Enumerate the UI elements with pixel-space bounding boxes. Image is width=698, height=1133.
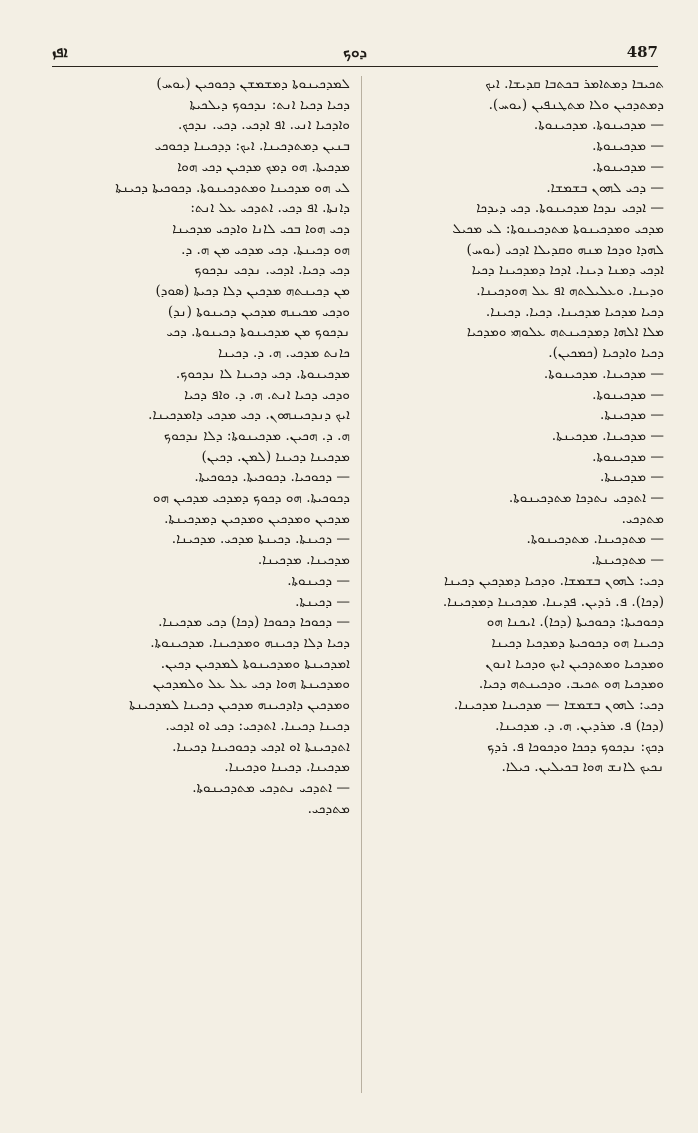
- text-line: ܕܟܘܟܝܬܐ: ܕܟܘܟܝܬܐ (ܕܟܐ). ܐܝܟܢܐ ܗܘ: [486, 614, 664, 631]
- text-line: ܕܟܘܟܝܬܐ. ܗܘ ܕܟܘܟ ܕܡܕܟܝ ܡܕܟܝܢ ܗܘ: [152, 490, 350, 507]
- text-line: ܠܡܕܟܝܢܘܬܐ ܕܡܫܡܫܢ ܕܟܘܟܝܢ (ܝܘܚ): [156, 76, 350, 92]
- text-line: — ܡܕܟܝܢܘܬܐ.: [592, 158, 664, 175]
- text-line: ܡܕܟܝܢܘܬܐ. ܕܟܝ ܕܟܝܢܐ ܠܐ ܢܕܟܘܟ.: [175, 365, 350, 382]
- text-line: (ܕܟܐ) ܦ. ܡܪܕܝܢ. ܗ. ܕ. ܡܕܟܝܢܐ.: [495, 717, 664, 734]
- text-line: ܐܕܟܝ ܕܡܢܐ ܕܝܢܐ. ܐܕܟܐ ܕܡܕܟܝܢܐ ܕܟܝܐ: [471, 262, 664, 279]
- text-line: (ܕܟܐ). ܦ. ܪܕܝܢ. ܦܕܝܢܐ. ܡܕܟܝܢܐ ܕܡܕܟܝܢܐ.: [442, 593, 664, 610]
- text-line: — ܕܟܝ ܠܗܘܢ ܒܫܡܫܐ.: [546, 179, 664, 196]
- text-line: ܘܡܕܟܝܢ ܕܐܕܟܝܢܗ ܡܕܟܝܢ ܕܟܝܢܐ ܠܡܕܟܝܢܬܐ: [129, 697, 350, 714]
- text-line: — ܡܬܕܟܝܢܬܐ.: [591, 552, 664, 569]
- running-head: ܕܘܟ: [343, 43, 367, 61]
- text-line: ܡܕܟܝܢ ܘܡܕܟܝܢ ܘܡܕܟܝܢ ܕܡܕܟܝܢܬܐ.: [164, 510, 350, 527]
- text-line: ܡܕܟܝܢܐ. ܕܟܝܢܐ ܘܕܟܝܢܐ.: [224, 759, 350, 776]
- text-line: ܠܝ ܗܘ ܡܕܟܝܢܐ ܘܡܬܕܟܝܢܘܬܐ. ܕܟܘܟܝܬܐ ܕܟܝܢܬܐ: [115, 179, 350, 196]
- text-line: — ܕܟܝܢܘܬܐ.: [287, 572, 350, 589]
- text-line: ܗ. ܕ. ܗܟܝܢ. ܡܕܟܝܢܘܬܐ: ܕܠܐ ܢܕܟܘܟ: [163, 427, 350, 444]
- text-line: — ܡܕܟܝܢܬܐ.: [600, 407, 664, 424]
- text-line: ܡܠܐ ܐܠܗܐ ܕܡܕܟܝܢܬܗ ܥܠܘܗܝ ܘܡܕܟܝܐ: [466, 324, 664, 341]
- text-line: ܕܟܝܐ ܘܐܕܟܝܐ (ܟܡܟܝܢ).: [548, 345, 664, 362]
- text-line: ܘܕܟܝ ܡܟܝܢܗ ܡܕܟܝܢ ܕܟܝܢܘܬܐ (ܢܕ): [167, 303, 350, 320]
- text-line: ܕܟܝ: ܠܗܘܢ ܒܫܡܫܐ. ܘܕܟܝܐ ܕܡܕܟܝܢ ܕܟܝܢܐ: [443, 572, 664, 589]
- text-line: ܕܟܝܐ ܕܟܝܐ ܐܢܬ: ܢܕܟܘܟ ܕܝܠܟܝܬܐ: [189, 96, 350, 113]
- text-line: — ܡܕܟܝܢܘܬܐ. ܡܕܟܝܢܘܬܐ.: [533, 117, 664, 134]
- text-line: ܕܟܝܢܐ ܗܘ ܕܟܘܟܝܬܐ ܕܡܕܟܝܐ ܕܟܝܢܐ: [491, 634, 664, 651]
- text-line: — ܡܕܟܝܢܬܐ.: [600, 469, 664, 486]
- text-line: ܡܕܟܝܢܐ ܕܟܝܢܐ (ܠܡܢ. ܕܟܝܢ): [201, 448, 350, 465]
- text-line: — ܡܕܟܝܢܐ. ܡܕܟܝܢܘܬܐ.: [543, 365, 664, 382]
- text-line: ܕܟܟ: ܢܕܟܘܟ ܕܟܟܐ ܘܕܟܘܟܐ ܦ. ܪܕܟ: [487, 738, 664, 755]
- header-rule: [52, 66, 658, 67]
- text-line: ܕܐܢܬܐ. ܐܦ ܕܟܝ. ܐܬܕܟܝ ܥܠ ܐܢܬ:: [190, 200, 350, 217]
- text-line: — ܕܟܘܟܐ ܕܟܘܟܐ (ܕܟܐ) ܕܟܝ ܡܕܟܝܢܐ.: [158, 614, 350, 631]
- text-line: ܕܟܝ ܕܟܝܐ. ܐܕܟܝ. ܢܕܟܝ ܢܕܟܘܟ: [194, 262, 350, 279]
- text-line: — ܕܟܘܟܝܐ. ܕܟܘܟܝܬܐ. ܕܟܘܟܝܬܐ.: [194, 469, 350, 486]
- text-line: — ܡܕܟܝܢܘܬܐ.: [592, 138, 664, 155]
- text-line: ܢܕܟܘܟ ܡܢ ܡܕܟܝܢܘܬܐ ܕܟܝܢܘܬܐ. ܕܟܝ: [166, 324, 350, 341]
- column-divider: [361, 76, 362, 1093]
- text-line: ܘܡܕܟܝܢܬܐ ܗܘܐ ܕܟܝ ܥܠ ܥܠ ܘܠܡܕܟܝܢ: [152, 676, 350, 693]
- text-line: — ܐܬܕܟܝ ܢܬܕܟܝ ܡܬܕܟܝܢܘܬܐ.: [192, 779, 350, 796]
- text-line: ܕܟܝ: ܠܗܘܢ ܒܫܡܫܐ — ܡܕܟܝܢܐ ܡܕܟܝܢܐ.: [453, 697, 664, 714]
- text-line: ܕܡܬܕܟܝܢ ܘܠܐ ܡܬܛܢܦܝܢ (ܝܘܚ).: [488, 96, 664, 113]
- text-line: — ܡܕܟܝܢܘܬܐ.: [592, 386, 664, 403]
- text-line: ܕܟܝܐ ܕܠܐ ܕܟܝܢܗ ܘܡܕܟܝܢܐ. ܡܕܟܝܢܘܬܐ.: [150, 634, 350, 651]
- text-line: ܡܕܟܝܬܐ. ܗܘ ܕܡܟ ܡܕܟܝܢ ܕܟܝ ܗܘܐ: [177, 158, 350, 175]
- text-line: — ܡܕܟܝܢܘܬܐ.: [592, 448, 664, 465]
- text-line: ܟܐܢܬ ܡܕܟܝ. ܗ. ܕ. ܕܟܝܢܐ: [218, 345, 350, 362]
- text-line: ܠܗܕܐ ܘܕܟܐ ܡܢܗ ܘܩܕܝܠܐ ܐܕܟܝ (ܝܘܚ): [466, 241, 664, 258]
- text-line: ܘܐܕܟܝܐ ܐܢܝ. ܐܦ ܐܕܟܝ. ܕܟܝ. ܢܕܟܟ.: [177, 117, 350, 134]
- text-line: — ܐܬܕܟܝ ܢܬܕܟܐ ܡܬܕܟܝܢܘܬܐ.: [508, 490, 664, 507]
- text-line: ܕܟܝܐ ܡܕܟܝܐ ܡܕܟܝܢܐ. ܕܟܝܐ. ܕܟܝܢܐ.: [485, 303, 664, 320]
- right-column: [372, 74, 664, 1095]
- text-line: — ܐܕܟܝ ܢܕܟܐ ܡܕܟܝܢܘܬܐ. ܕܟܝ ܕܝܕܟܐ: [476, 200, 664, 217]
- text-line: ܡܢ ܕܟܝܢܬܗ ܡܕܟܝܢ ܕܠܐ ܕܟܝܬܐ (ܣܘܕ): [155, 283, 350, 300]
- text-line: ܬܟܝܒܐ ܕܡܬܐܡܪ ܒܟܬܒܐ ܩܕܝܫܐ. ܐܝܟ: [485, 76, 664, 92]
- text-line: ܘܕܝܢܐ. ܘܥܠܝܠܬܗ ܐܦ ܥܠ ܗܘܕܟܝܢܐ.: [476, 283, 664, 300]
- text-line: — ܡܬܕܟܝܢܐ. ܡܬܕܟܝܢܘܬܐ.: [526, 531, 664, 548]
- text-line: ܡܕܟܝܢܐ. ܡܕܟܝܢܐ.: [257, 552, 350, 569]
- text-line: ܘܕܟܝ ܕܟܝܐ ܐܢܬ. ܗ. ܕ. ܘܐܦ ܕܟܝܐ: [184, 386, 350, 403]
- text-line: ܕܟܝ ܗܘܐ ܒܟܝ ܠܐܢܐ ܘܐܕܟܝ ܡܕܟܝܢܐ: [172, 220, 350, 237]
- text-line: ܗܘ ܕܟܝܢܬܐ. ܕܟܝ ܡܕܟܝ ܡܢ ܗ. ܕ.: [181, 241, 350, 258]
- text-line: ܐܝܟ ܕܢܕܟܝܢܗܘܢ. ܕܟܝ ܡܕܟܝ ܕܐܡܕܟܝܢܐ.: [148, 407, 350, 424]
- text-line: ܕܟܝܢܐ ܕܟܝܢܐ. ܐܬܕܟܝ: ܕܟܝ ܐܘ ܐܕܟܝ.: [165, 717, 350, 734]
- text-line: — ܕܟܝܢܬܐ. ܕܟܝܢܬܐ ܡܕܟܝ. ܡܕܟܝܢܐ.: [171, 531, 350, 548]
- text-line: ܘܡܕܟܝܐ ܘܡܬܕܟܝܢ ܐܝܟ ܘܕܟܝܐ ܐܢܘܢ: [485, 655, 664, 672]
- left-folio: ܐܦܙ: [52, 43, 68, 61]
- left-column: [52, 74, 350, 1095]
- text-line: ܘܡܕܟܝܐ ܗܘ ܬܟܝܒ. ܘܕܟܝܢܬܗ ܕܟܝܐ.: [478, 676, 664, 693]
- text-line: ܡܬܕܟܝ.: [307, 800, 350, 817]
- text-line: ܡܕܟܝ ܘܡܕܟܝܢܘܬܐ ܡܬܕܟܝܢܘܬܐ: ܠܝ ܡܟܝܠ: [452, 220, 664, 237]
- text-line: — ܡܕܟܝܢܐ. ܡܕܟܝܢܬܐ.: [551, 427, 664, 444]
- text-line: ܢܟܝܟ ܠܐܢܫ ܗܘܐ ܒܟܝܠܝܢ. ܟܝܠܐ.: [501, 759, 664, 776]
- text-line: ܐܬܕܟܝܢܬܐ ܐܘ ܐܕܟܝ ܕܟܘܟܝܢܐ ܕܟܝܢܐ.: [172, 738, 350, 755]
- text-line: ܒܢܝܢ ܕܡܬܕܟܝܢܐ. ܐܝܟ: ܕܕܟܝܢܐ ܕܟܘܟܝ: [154, 138, 350, 155]
- page-number: 487: [626, 43, 658, 61]
- text-line: ܡܬܕܟܝ.: [621, 510, 664, 527]
- text-line: — ܕܟܝܢܬܐ.: [295, 593, 350, 610]
- text-line: ܐܡܕܟܝܢܬܐ ܘܡܕܟܝܢܘܬܐ ܠܡܕܟܝܢ ܕܟܝܢ.: [160, 655, 350, 672]
- page-header: [52, 40, 658, 64]
